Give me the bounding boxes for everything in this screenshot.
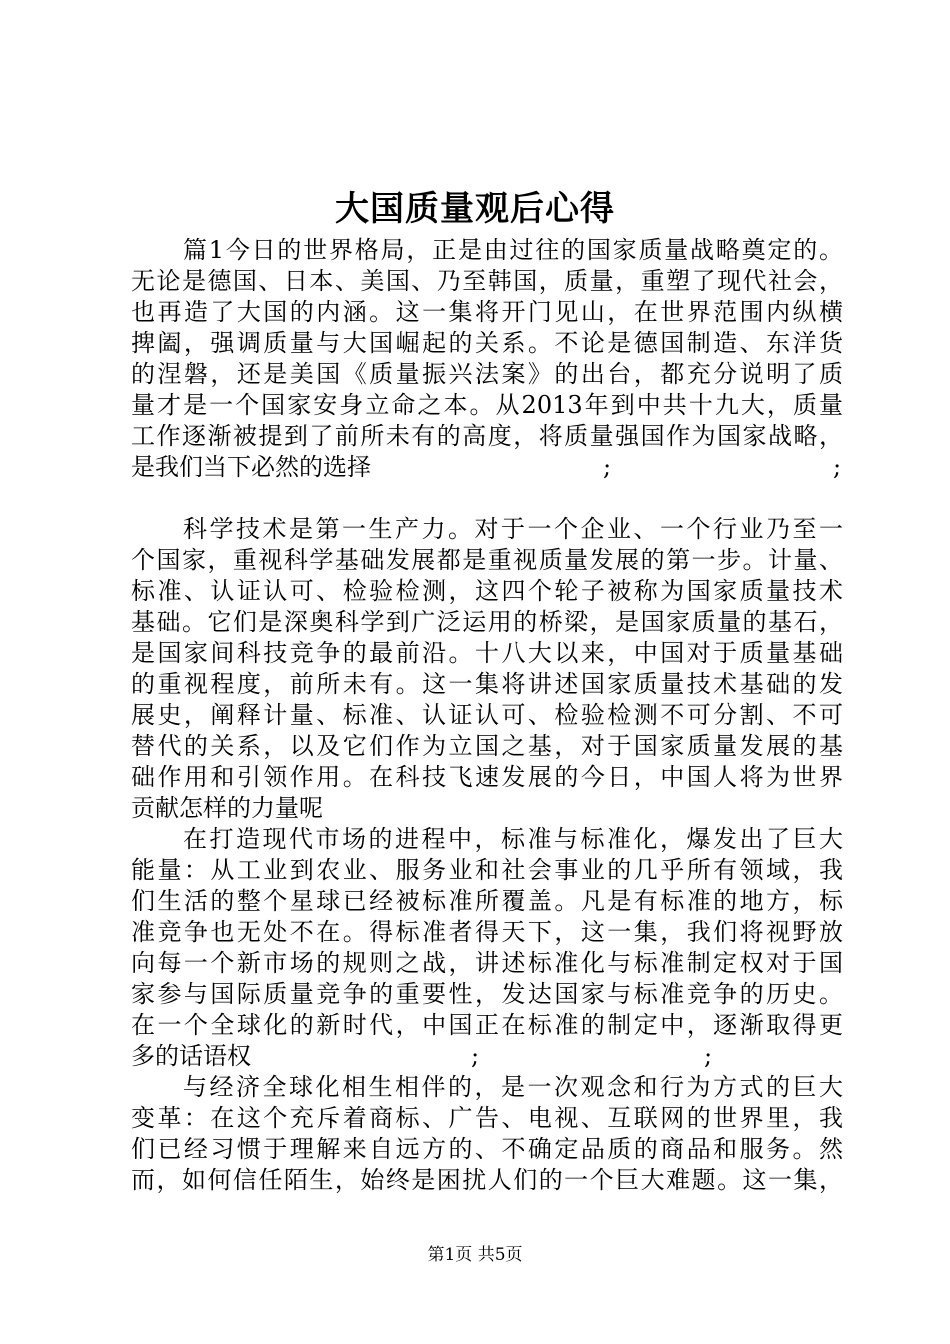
semicolon-mark: ;: [471, 1042, 480, 1070]
paragraph-line: 在一个全球化的新时代，中国正在标准的制定中，逐渐取得更: [131, 1011, 843, 1039]
paragraph-line: 是国家间科技竞争的最前沿。十八大以来，中国对于质量基础: [131, 639, 843, 667]
paragraph-line-text: 多的话语权: [131, 1042, 251, 1070]
paragraph-line: 而，如何信任陌生，始终是困扰人们的一个巨大难题。这一集，: [131, 1166, 843, 1194]
paragraph-line: 们生活的整个星球已经被标准所覆盖。凡是有标准的地方，标: [131, 887, 843, 915]
paragraph-line: 量才是一个国家安身立命之本。从2013年到中共十九大，质量: [131, 391, 843, 419]
paragraph-line: [131, 452, 843, 483]
paragraph-line: 们已经习惯于理解来自远方的、不确定品质的商品和服务。然: [131, 1135, 843, 1163]
paragraph-line: 标准、认证认可、检验检测，这四个轮子被称为国家质量技术: [131, 577, 843, 605]
paragraph-line: 变革：在这个充斥着商标、广告、电视、互联网的世界里，我: [131, 1104, 843, 1132]
paragraph-line: 无论是德国、日本、美国、乃至韩国，质量，重塑了现代社会，: [131, 267, 843, 295]
paragraph-line: 基础。它们是深奥科学到广泛运用的桥梁，是国家质量的基石，: [131, 608, 843, 636]
paragraph-line-text: 是我们当下必然的选择: [131, 453, 371, 481]
paragraph-line: 准竞争也无处不在。得标准者得天下，这一集，我们将视野放: [131, 918, 843, 946]
document-title: 大国质量观后心得: [335, 189, 615, 229]
semicolon-mark: ;: [833, 453, 842, 481]
paragraph-line: 也再造了大国的内涵。这一集将开门见山，在世界范围内纵横: [131, 298, 843, 326]
paragraph-line: 篇1今日的世界格局，正是由过往的国家质量战略奠定的。: [183, 236, 843, 264]
paragraph-line: 在打造现代市场的进程中，标准与标准化，爆发出了巨大: [183, 825, 843, 853]
paragraph-line: 展史，阐释计量、标准、认证认可、检验检测不可分割、不可: [131, 701, 843, 729]
paragraph-line: 与经济全球化相生相伴的，是一次观念和行为方式的巨大: [183, 1073, 843, 1101]
paragraph-line: [131, 1041, 843, 1072]
paragraph-line: 向每一个新市场的规则之战，讲述标准化与标准制定权对于国: [131, 949, 843, 977]
paragraph-line: 贡献怎样的力量呢: [131, 794, 323, 822]
paragraph-line: 的重视程度，前所未有。这一集将讲述国家质量技术基础的发: [131, 670, 843, 698]
paragraph-line: 的涅磐，还是美国《质量振兴法案》的出台，都充分说明了质: [131, 360, 843, 388]
semicolon-mark: ;: [704, 1042, 713, 1070]
paragraph-line: 个国家，重视科学基础发展都是重视质量发展的第一步。计量、: [131, 546, 843, 574]
paragraph-line: 工作逐渐被提到了前所未有的高度，将质量强国作为国家战略，: [131, 422, 843, 450]
paragraph-line: 能量：从工业到农业、服务业和社会事业的几乎所有领域，我: [131, 856, 843, 884]
page-footer: 第1页 共5页: [427, 1245, 523, 1265]
paragraph-line: 替代的关系，以及它们作为立国之基，对于国家质量发展的基: [131, 732, 843, 760]
paragraph-line: 家参与国际质量竞争的重要性，发达国家与标准竞争的历史。: [131, 980, 843, 1008]
paragraph-line: 础作用和引领作用。在科技飞速发展的今日，中国人将为世界: [131, 763, 843, 791]
paragraph-line: 科学技术是第一生产力。对于一个企业、一个行业乃至一: [183, 515, 843, 543]
semicolon-mark: ;: [603, 453, 612, 481]
paragraph-line: 捭阖，强调质量与大国崛起的关系。不论是德国制造、东洋货: [131, 329, 843, 357]
